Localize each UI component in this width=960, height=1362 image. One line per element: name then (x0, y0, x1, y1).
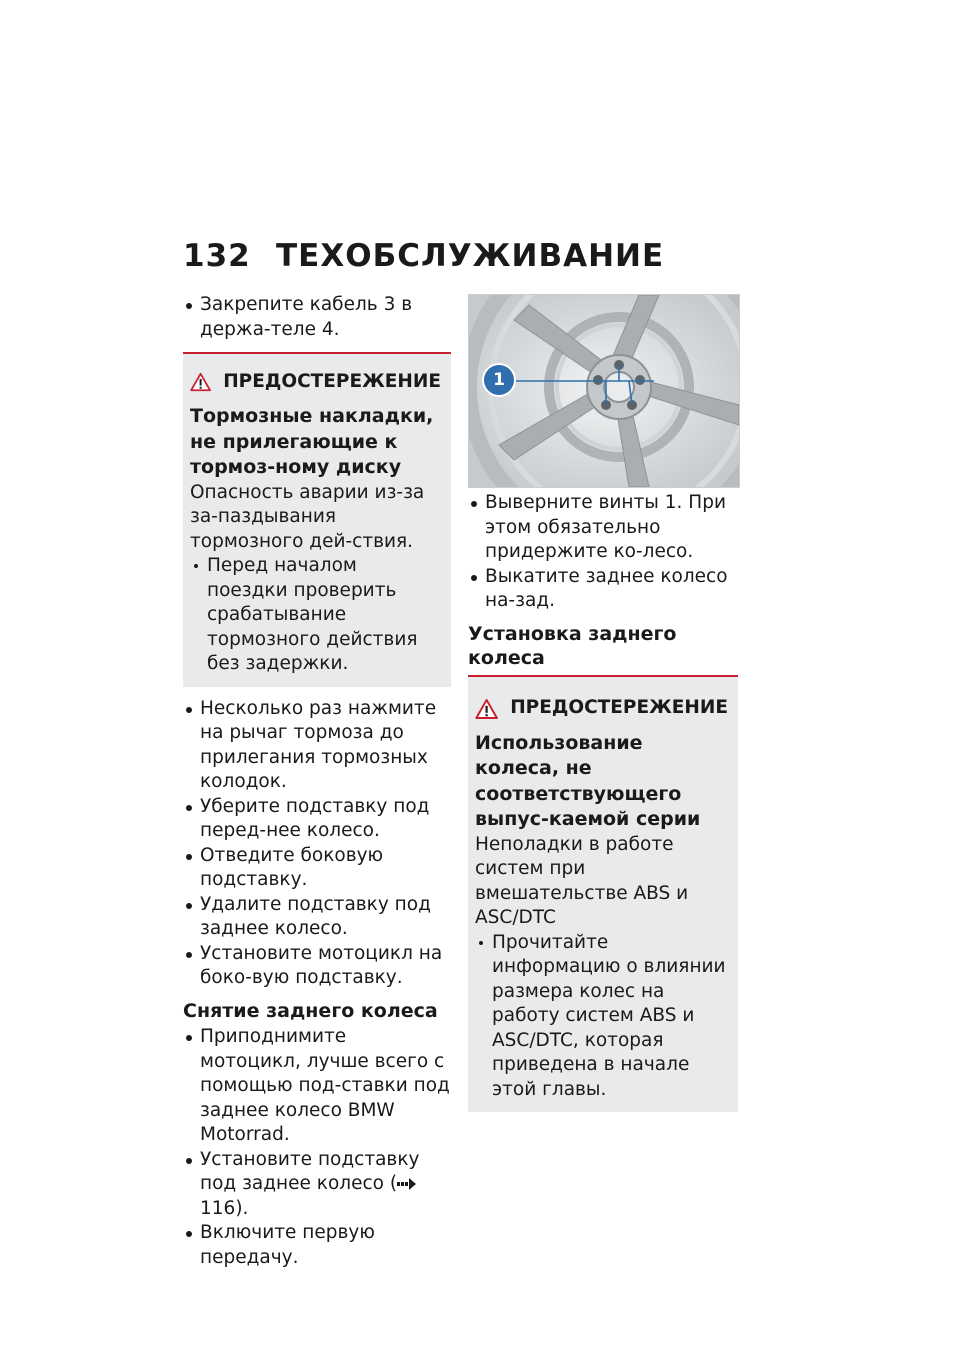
callout-badge: 1 (484, 365, 514, 395)
warning-label: ПРЕДОСТЕРЕЖЕНИЕ (223, 370, 441, 392)
list-item-with-ref (183, 1148, 451, 1222)
warning-items (475, 931, 728, 1103)
intro-list (183, 293, 451, 342)
warning-item: Перед началом поездки проверить срабатывание тормозного действия без задержки. (190, 554, 441, 677)
list-item: Включите первую передачу. (183, 1221, 451, 1270)
section-title-removal: Снятие заднего колеса (183, 999, 438, 1022)
warning-box-wheel (468, 677, 738, 1113)
left-column (183, 293, 451, 1270)
warning-item: Прочитайте информацию о влиянии размера колес на работу систем ABS и ASC/DTC, которая приведена в начале этой главы. (475, 931, 728, 1103)
warning-header (475, 693, 728, 725)
rear-wheel-illustration (469, 295, 739, 487)
warning-body: Неполадки в работе систем при вмешательстве ABS и ASC/DTC (475, 833, 689, 928)
page-reference-arrow-icon (397, 1177, 417, 1191)
right-column (468, 491, 738, 1122)
warning-title: Использование колеса, не соответствующего выпус-каемой серии (475, 731, 701, 830)
list-item: Выкатите заднее колесо на-зад. (468, 565, 738, 614)
warning-items (190, 554, 441, 677)
right-steps-list (468, 491, 738, 614)
removal-steps-list (183, 1025, 451, 1270)
steps-list (183, 697, 451, 991)
warning-label: ПРЕДОСТЕРЕЖЕНИЕ (510, 697, 728, 719)
list-item: Отведите боковую подставку. (183, 844, 451, 893)
warning-triangle-icon (475, 693, 498, 725)
list-item: Выверните винты 1. При этом обязательно придержите ко-лесо. (468, 491, 738, 565)
page-title: ТЕХОБСЛУЖИВАНИЕ (276, 238, 665, 274)
warning-body: Опасность аварии из-за за-паздывания тормозного дей-ствия. (190, 481, 425, 552)
list-item: Приподнимите мотоцикл, лучше всего с помощью под-ставки под заднее колесо BMW Motorrad. (183, 1025, 451, 1148)
list-item: Уберите подставку под перед-нее колесо. (183, 795, 451, 844)
list-item: Несколько раз нажмите на рычаг тормоза до прилегания тормозных колодок. (183, 697, 451, 795)
ref-page-link[interactable]: 116 (200, 1197, 236, 1219)
ref-text-before: Установите подставку под заднее колесо ( (200, 1148, 420, 1194)
warning-box-brake-pads (183, 352, 451, 687)
warning-triangle-icon (190, 366, 211, 398)
page-number: 132 (183, 238, 251, 274)
warning-title: Тормозные накладки, не прилегающие к тормоз-ному диску (190, 405, 434, 478)
ref-text-after: ). (235, 1197, 249, 1219)
list-item: Удалите подставку под заднее колесо. (183, 893, 451, 942)
list-item: Закрепите кабель 3 в держа-теле 4. (183, 293, 451, 342)
warning-header (190, 366, 441, 398)
list-item: Установите мотоцикл на боко-вую подставку. (183, 942, 451, 991)
section-title-install: Установка заднего колеса (468, 622, 738, 677)
